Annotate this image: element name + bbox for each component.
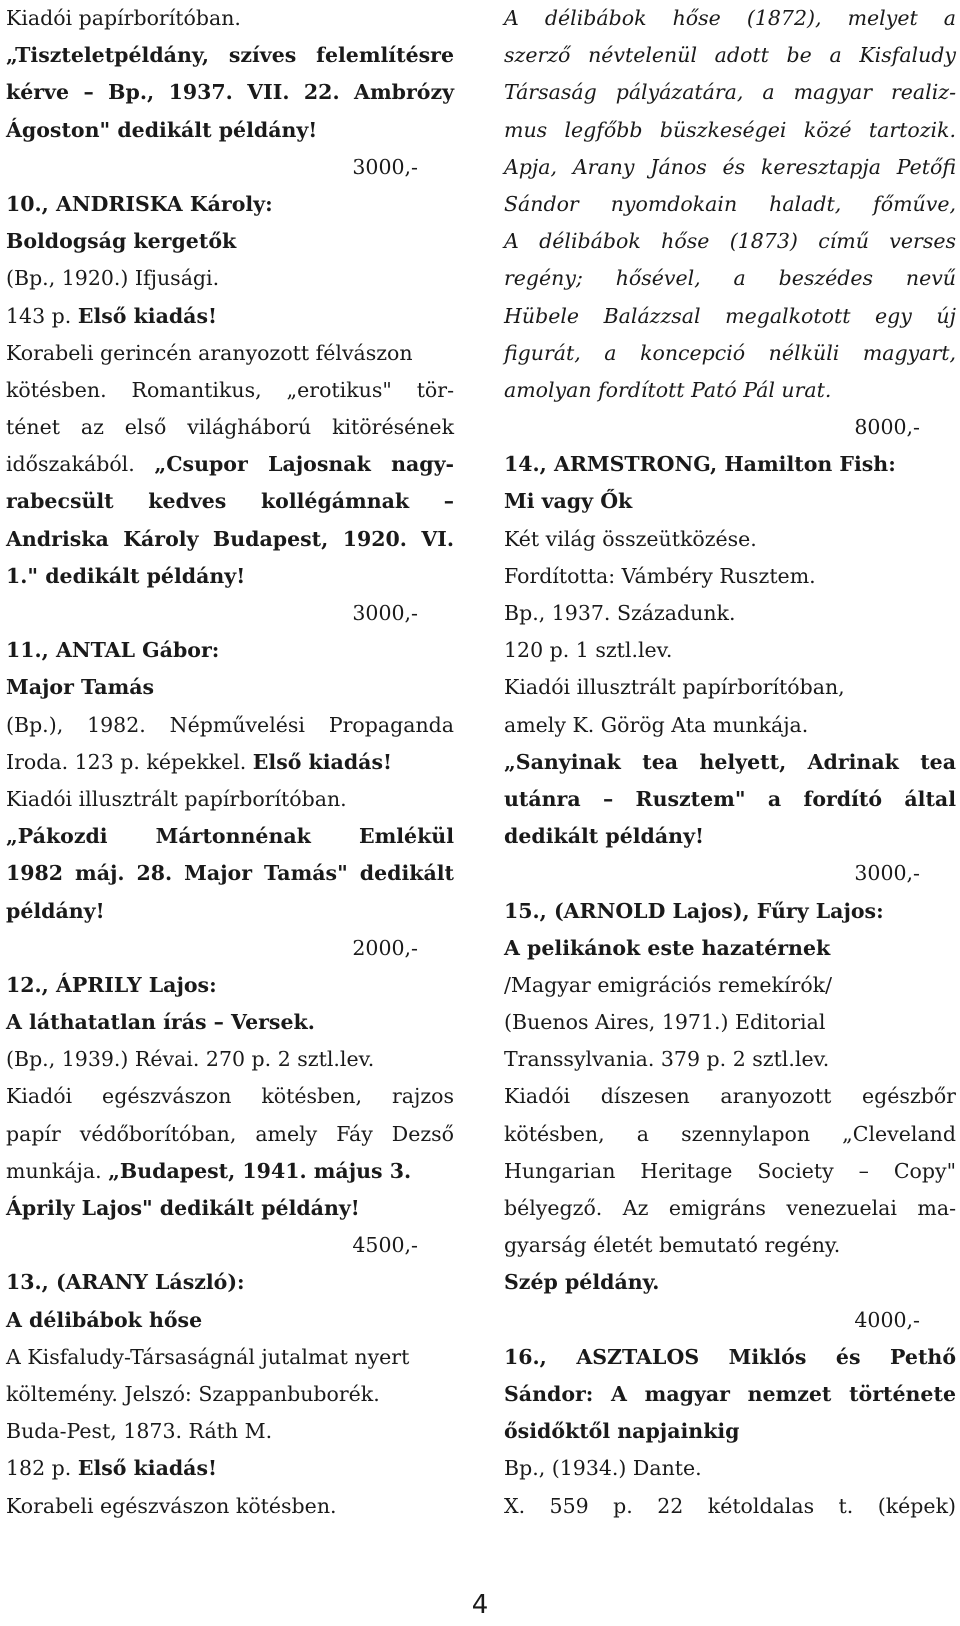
dedication-line: „Tiszteletpéldány, szíves felemlítésre xyxy=(6,43,454,68)
left-column xyxy=(6,0,454,1525)
description-line: Apja, Arany János és keresztapja Petőfi xyxy=(504,154,956,179)
text-fragment: 143 p. xyxy=(6,303,78,328)
text-line: Kiadói illusztrált papírborítóban. xyxy=(6,786,347,811)
description-line: A délibábok hőse (1872), melyet a xyxy=(504,6,956,30)
text-line: bélyegző. Az emigráns venezuelai ma- xyxy=(504,1196,956,1220)
page-number: 4 xyxy=(471,1590,489,1620)
dedication-line: 1." dedikált példány! xyxy=(6,563,246,588)
text-line: Kiadói egészvászon kötésben, rajzos xyxy=(6,1084,454,1109)
entry-heading: 16., ASZTALOS Miklós és Pethő xyxy=(504,1344,956,1369)
dedication-line: rabecsült kedves kollégámnak – xyxy=(6,489,454,514)
description-line: Társaság pályázatára, a magyar realiz- xyxy=(504,80,956,105)
text-line: /Magyar emigrációs remekírók/ xyxy=(504,972,832,997)
entry-heading: 15., (ARNOLD Lajos), Fűry Lajos: xyxy=(504,898,884,923)
text-line: Korabeli egészvászon kötésben. xyxy=(6,1493,337,1518)
dedication-line: utánra – Rusztem" a fordító által xyxy=(504,786,956,811)
text-line: papír védőborítóban, amely Fáy Dezső xyxy=(6,1121,454,1146)
text-fragment: időszakából. xyxy=(6,452,155,477)
text-line: költemény. Jelszó: Szappanbuborék. xyxy=(6,1381,380,1406)
text-line: Kiadói díszesen aranyozott egészbőr xyxy=(504,1084,956,1109)
text-line: kötésben, a szennylapon „Cleveland xyxy=(504,1121,956,1146)
text-line xyxy=(6,1450,454,1487)
entry-heading: 10., ANDRISKA Károly: xyxy=(6,191,273,216)
text-line: 120 p. 1 sztl.lev. xyxy=(504,638,673,663)
entry-title: Major Tamás xyxy=(6,675,155,700)
text-fragment: munkája. xyxy=(6,1158,109,1183)
dedication-line: példány! xyxy=(6,898,105,923)
entry-heading: 14., ARMSTRONG, Hamilton Fish: xyxy=(504,452,896,477)
price: 4500,- xyxy=(352,1233,418,1258)
dedication-line: „Sanyinak tea helyett, Adrinak tea xyxy=(504,749,956,774)
entry-title: A délibábok hőse xyxy=(6,1307,203,1332)
entry-title: ősidőktől napjainkig xyxy=(504,1419,740,1444)
condition-note: Szép példány. xyxy=(504,1270,660,1295)
first-edition-note: Első kiadás! xyxy=(77,303,218,328)
text-line: (Bp.), 1982. Népművelési Propaganda xyxy=(6,712,454,737)
entry-title: Boldogság kergetők xyxy=(6,229,237,254)
description-line: regény; hősével, a beszédes nevű xyxy=(504,266,956,291)
text-line: Bp., (1934.) Dante. xyxy=(504,1456,702,1481)
text-line: Korabeli gerincén aranyozott félvászon xyxy=(6,340,413,365)
text-line: (Buenos Aires, 1971.) Editorial xyxy=(504,1010,826,1035)
entry-title: Sándor: A magyar nemzet története xyxy=(504,1381,956,1406)
text-line: (Bp., 1939.) Révai. 270 p. 2 sztl.lev. xyxy=(6,1047,375,1072)
text-line: gyarság életét bemutató regény. xyxy=(504,1233,841,1258)
price: 8000,- xyxy=(854,415,920,440)
description-line: amolyan fordított Pató Pál urat. xyxy=(504,377,832,402)
text-line: Hungarian Heritage Society – Copy" xyxy=(504,1158,956,1183)
description-line: figurát, a koncepció nélküli magyart, xyxy=(504,340,956,365)
dedication-line: Áprily Lajos" dedikált példány! xyxy=(6,1196,360,1220)
price: 2000,- xyxy=(352,935,418,960)
text-line: Fordította: Vámbéry Rusztem. xyxy=(504,563,816,588)
text-fragment: Iroda. 123 p. képekkel. xyxy=(6,749,253,774)
dedication-line: dedikált példány! xyxy=(504,824,704,849)
dedication-line: „Pákozdi Mártonnénak Emlékül xyxy=(6,824,454,849)
text-fragment: 182 p. xyxy=(6,1456,78,1481)
description-line: mus legfőbb büszkeségei közé tartozik. xyxy=(504,117,956,142)
first-edition-note: Első kiadás! xyxy=(252,749,392,774)
entry-title: A láthatatlan írás – Versek. xyxy=(6,1010,315,1035)
price: 3000,- xyxy=(352,154,418,179)
price: 3000,- xyxy=(352,601,418,625)
dedication-line: Ágoston" dedikált példány! xyxy=(6,117,318,142)
right-column xyxy=(504,0,956,1525)
description-line: Sándor nyomdokain haladt, főműve, xyxy=(504,191,956,216)
text-line: A Kisfaludy-Társaságnál jutalmat nyert xyxy=(6,1344,410,1369)
text-line: Kiadói illusztrált papírborítóban, xyxy=(504,675,845,700)
entry-heading: 12., ÁPRILY Lajos: xyxy=(6,972,217,997)
text-line: X. 559 p. 22 kétoldalas t. (képek) xyxy=(504,1493,956,1518)
text-line xyxy=(6,744,454,781)
entry-title: A pelikánok este hazatérnek xyxy=(504,935,831,960)
dedication-line: Andriska Károly Budapest, 1920. VI. xyxy=(6,526,454,551)
text-line: amely K. Görög Ata munkája. xyxy=(504,712,809,737)
text-line: ténet az első világháború kitörésének xyxy=(6,415,454,440)
text-line xyxy=(6,1153,454,1190)
entry-heading: 13., (ARANY László): xyxy=(6,1270,245,1295)
description-line: A délibábok hőse (1873) című verses xyxy=(504,229,956,254)
entry-title: Mi vagy Ők xyxy=(504,489,633,514)
dedication-line: 1982 máj. 28. Major Tamás" dedikált xyxy=(6,861,454,886)
price: 3000,- xyxy=(854,861,920,886)
dedication-line: kérve – Bp., 1937. VII. 22. Ambrózy xyxy=(6,80,454,105)
entry-heading: 11., ANTAL Gábor: xyxy=(6,638,220,663)
text-line: (Bp., 1920.) Ifjusági. xyxy=(6,266,220,291)
dedication-fragment: „Budapest, 1941. május 3. xyxy=(108,1158,412,1183)
text-line: Kiadói papírborítóban. xyxy=(6,6,241,30)
description-line: szerző névtelenül adott be a Kisfaludy xyxy=(504,43,956,68)
first-edition-note: Első kiadás! xyxy=(77,1456,218,1481)
description-line: Hübele Balázzsal megalkotott egy új xyxy=(504,303,956,328)
price: 4000,- xyxy=(854,1307,920,1332)
text-line: kötésben. Romantikus, „erotikus" tör- xyxy=(6,377,454,402)
text-line xyxy=(6,446,454,483)
text-line: Transsylvania. 379 p. 2 sztl.lev. xyxy=(504,1047,830,1072)
text-line: Buda-Pest, 1873. Ráth M. xyxy=(6,1419,273,1444)
text-line: Bp., 1937. Századunk. xyxy=(504,601,736,625)
dedication-fragment: „Csupor Lajosnak nagy- xyxy=(154,452,455,477)
text-line: Két világ összeütközése. xyxy=(504,526,757,551)
text-line xyxy=(6,298,454,335)
